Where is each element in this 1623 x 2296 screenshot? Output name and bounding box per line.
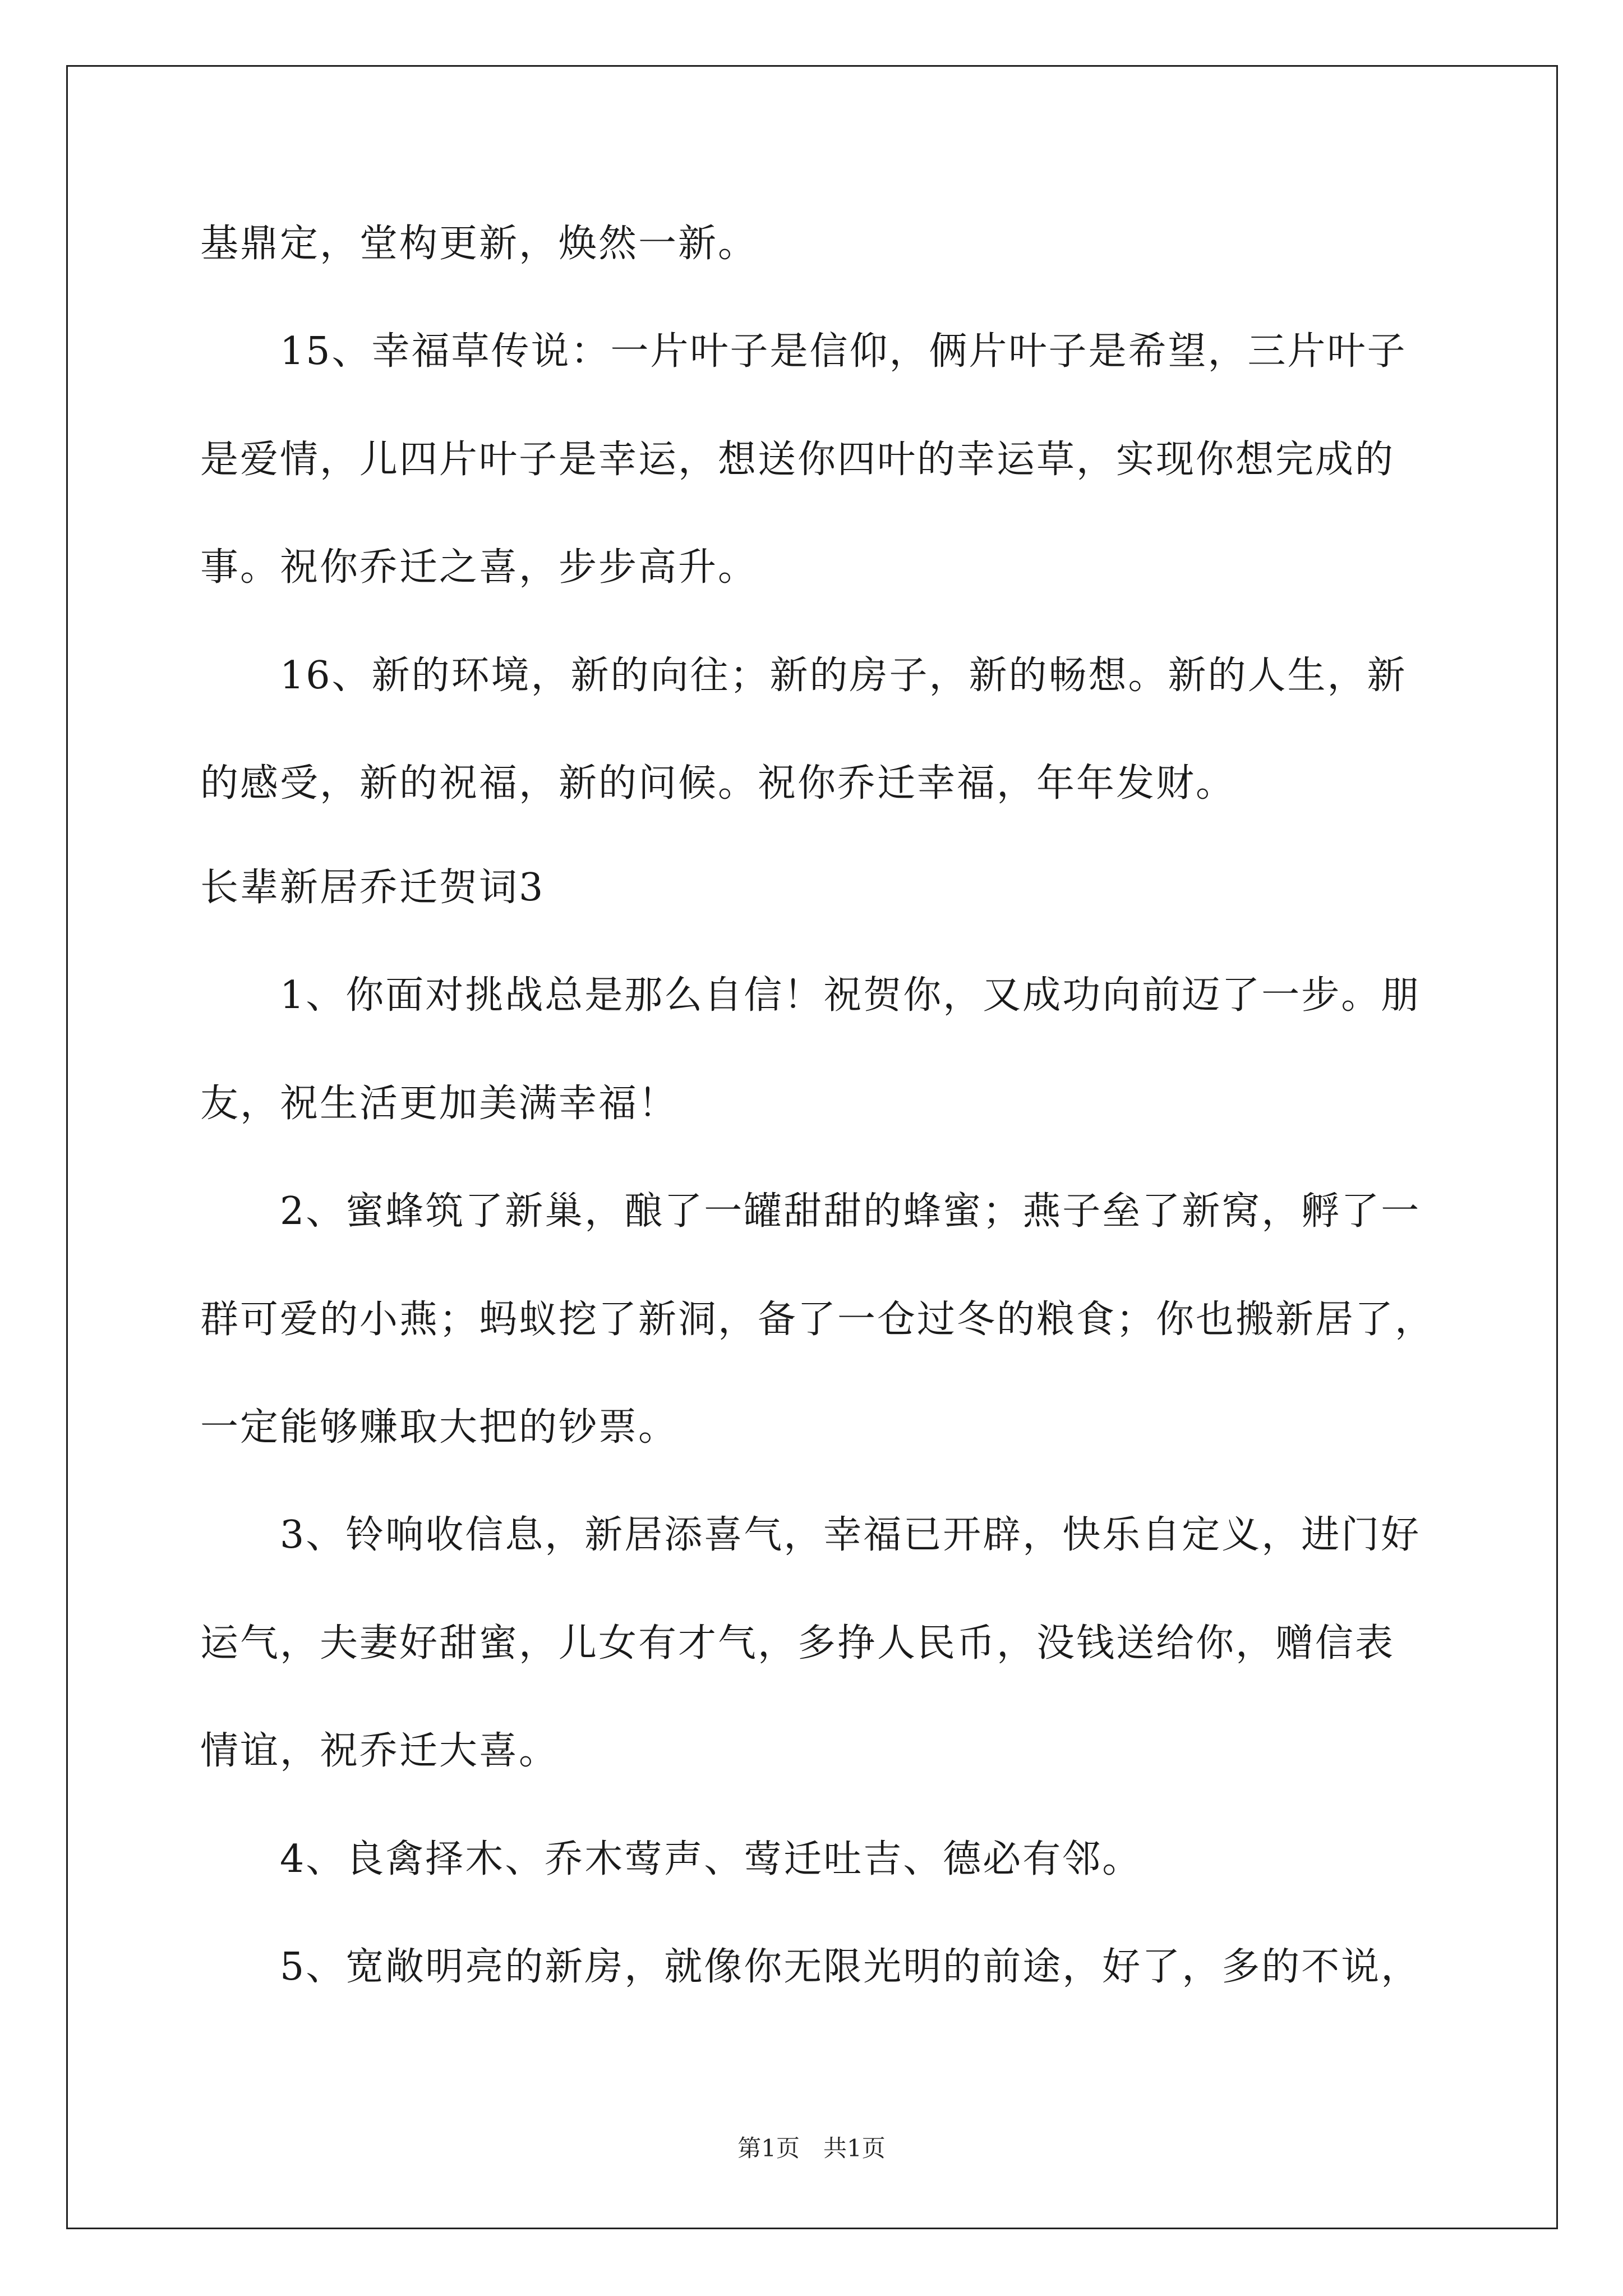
paragraph-line: 群可爱的小燕；蚂蚁挖了新洞，备了一仓过冬的粮食；你也搬新居了，: [200, 1297, 1435, 1342]
page-border: [66, 65, 1558, 2229]
paragraph-line: 运气，夫妻好甜蜜，儿女有才气，多挣人民币，没钱送给你，赠信表: [200, 1621, 1395, 1665]
paragraph-line: 的感受，新的祝福，新的问候。祝你乔迁幸福，年年发财。: [200, 761, 1236, 806]
paragraph-line: 3、铃响收信息，新居添喜气，幸福已开辟，快乐自定义，进门好: [280, 1513, 1421, 1557]
paragraph-line: 16、新的环境，新的向往；新的房子，新的畅想。新的人生，新: [280, 654, 1407, 698]
paragraph-line: 1、你面对挑战总是那么自信！祝贺你，又成功向前迈了一步。朋: [280, 973, 1421, 1018]
paragraph-line: 4、良禽择木、乔木莺声、莺迁吐吉、德必有邻。: [280, 1837, 1142, 1881]
page-footer: 第1页 共1页: [737, 2134, 886, 2162]
paragraph-line: 事。祝你乔迁之喜，步步高升。: [200, 545, 758, 590]
paragraph-line: 情谊，祝乔迁大喜。: [200, 1729, 559, 1773]
paragraph-line: 友，祝生活更加美满幸福！: [200, 1082, 679, 1126]
section-heading: 长辈新居乔迁贺词3: [200, 866, 545, 910]
paragraph-line: 基鼎定，堂构更新，焕然一新。: [200, 222, 758, 266]
paragraph-line: 一定能够赚取大把的钞票。: [200, 1405, 679, 1450]
paragraph-line: 2、蜜蜂筑了新巢，酿了一罐甜甜的蜂蜜；燕子垒了新窝，孵了一: [280, 1189, 1421, 1234]
paragraph-line: 5、宽敞明亮的新房，就像你无限光明的前途，好了，多的不说，: [280, 1945, 1421, 1989]
paragraph-line: 是爱情，儿四片叶子是幸运，想送你四叶的幸运草，实现你想完成的: [200, 438, 1395, 482]
paragraph-line: 15、幸福草传说：一片叶子是信仰，俩片叶子是希望，三片叶子: [280, 329, 1407, 374]
